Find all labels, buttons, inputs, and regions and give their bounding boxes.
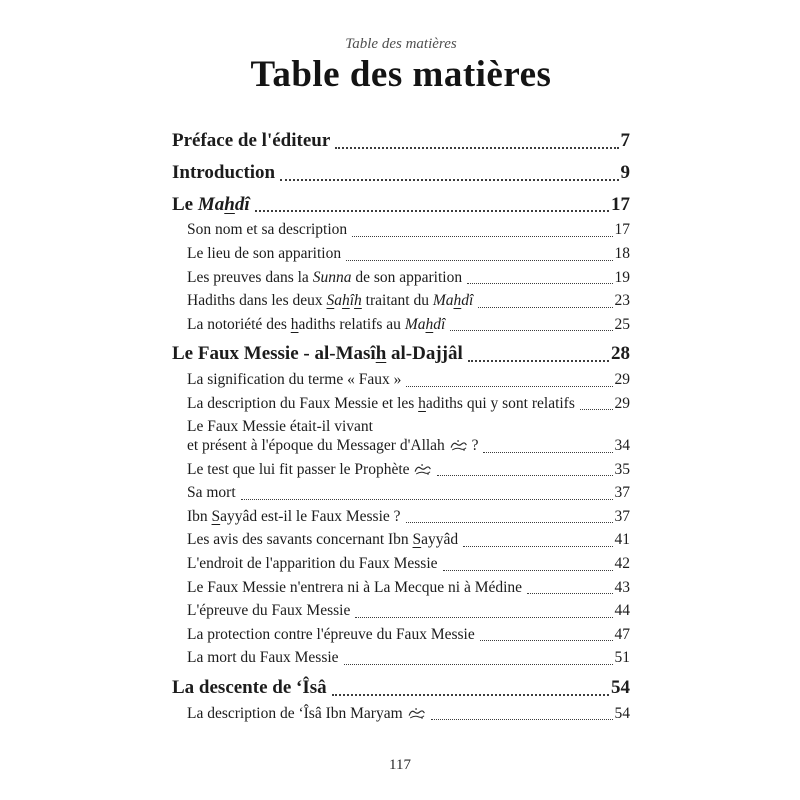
entry-text: Préface de l'éditeur	[172, 130, 331, 151]
page-ref: 23	[614, 292, 630, 310]
page-ref: 43	[614, 578, 630, 596]
dot-leader	[480, 640, 613, 641]
dot-leader	[468, 360, 609, 362]
dot-leader	[527, 593, 612, 594]
toc-entry-label	[187, 649, 339, 668]
toc-entry-label	[187, 508, 401, 527]
toc-entry	[172, 677, 630, 700]
entry-text: Hadiths dans les deux	[187, 292, 327, 310]
toc-entry-label	[187, 555, 438, 574]
entry-text: adiths relatifs au	[298, 315, 405, 333]
entry-text: S	[412, 531, 422, 549]
toc-entry	[172, 130, 630, 153]
entry-text: Le Faux Messie était-il vivant	[187, 418, 373, 436]
dot-leader	[344, 664, 613, 665]
entry-text: La protection contre l'épreuve du Faux Messie	[187, 625, 475, 643]
toc-entry	[172, 371, 630, 390]
dot-leader	[355, 617, 612, 618]
page-ref: 17	[611, 193, 630, 215]
toc-entry-label	[187, 705, 426, 724]
entry-text: ayyâd	[421, 531, 459, 549]
entry-text: Le test que lui fit passer le Prophète	[187, 460, 414, 478]
page-ref: 34	[614, 436, 630, 454]
page-ref: 18	[614, 244, 630, 262]
toc-entry	[172, 343, 630, 366]
dot-leader	[437, 475, 612, 476]
entry-text: Les preuves dans la	[187, 268, 313, 286]
entry-text: L'endroit de l'apparition du Faux Messie	[187, 554, 438, 572]
toc-entry-label	[187, 269, 462, 288]
dot-leader	[346, 260, 612, 261]
entry-text: La mort du Faux Messie	[187, 649, 339, 667]
toc-entry-label	[187, 602, 350, 621]
entry-text: La notoriété des	[187, 315, 291, 333]
toc-entry	[172, 555, 630, 574]
dot-leader	[450, 330, 612, 331]
entry-text: Le	[172, 193, 198, 215]
page-ref: 54	[614, 704, 630, 722]
dot-leader	[478, 307, 612, 308]
entry-text: de son apparition	[351, 268, 463, 286]
alayhi-salam-honorific-icon	[408, 705, 425, 724]
page-ref: 25	[614, 315, 630, 333]
toc-entry	[172, 579, 630, 598]
page-ref: 37	[614, 484, 630, 502]
dot-leader	[352, 236, 612, 237]
page-ref: 47	[614, 625, 630, 643]
dot-leader	[332, 694, 609, 696]
entry-text: î	[349, 292, 355, 310]
entry-text: La signification du terme « Faux »	[187, 371, 402, 389]
toc-entry-label	[172, 677, 327, 700]
toc-entry-label	[187, 395, 575, 414]
dot-leader	[241, 499, 613, 500]
entry-text: La descente de ‘Îsâ	[172, 676, 327, 698]
toc-entry	[172, 194, 630, 217]
toc-entry	[172, 418, 630, 455]
toc-entry	[172, 484, 630, 503]
entry-text: h	[418, 394, 426, 412]
entry-text: dî	[234, 193, 250, 215]
page-ref: 29	[614, 371, 630, 389]
entry-text: L'épreuve du Faux Messie	[187, 602, 351, 620]
dot-leader	[255, 210, 609, 212]
toc-entry	[172, 508, 630, 527]
toc-entry-label	[172, 343, 463, 366]
toc-entry	[172, 395, 630, 414]
dot-leader	[467, 283, 612, 284]
toc-entry-label	[187, 579, 522, 598]
toc-entry-label	[172, 194, 250, 217]
entry-text: ayyâd est-il le Faux Messie ?	[220, 507, 401, 525]
toc-entry-label	[187, 371, 401, 390]
toc-entry	[172, 649, 630, 668]
entry-text: S	[211, 507, 221, 525]
page-ref: 29	[614, 394, 630, 412]
page-ref: 9	[620, 161, 630, 183]
page-ref: 17	[614, 221, 630, 239]
entry-text: Sunna	[312, 268, 352, 286]
toc-entry-label	[187, 292, 473, 311]
entry-text: h	[224, 193, 235, 215]
entry-text: Introduction	[172, 161, 276, 183]
entry-text: h	[354, 292, 362, 310]
toc-entry-label	[187, 531, 458, 550]
entry-text: h	[425, 315, 434, 333]
toc-entry-label	[187, 221, 347, 240]
toc-entry-label	[187, 461, 432, 480]
toc-entry	[172, 221, 630, 240]
entry-text: Les avis des savants concernant Ibn	[187, 531, 413, 549]
entry-text: traitant du	[361, 292, 433, 310]
toc-entry-label	[187, 626, 475, 645]
footer-page-number: 117	[389, 757, 411, 773]
running-head: Table des matières	[345, 36, 457, 52]
entry-text: Ma	[432, 292, 454, 310]
dot-leader	[483, 452, 612, 453]
page-ref: 37	[614, 507, 630, 525]
toc-entry	[172, 461, 630, 480]
entry-text: Ibn	[187, 507, 212, 525]
toc-entry	[172, 531, 630, 550]
entry-text: h	[375, 343, 387, 365]
toc-entry-label	[172, 130, 330, 153]
entry-text: dî	[433, 315, 446, 333]
page-ref: 51	[614, 649, 630, 667]
toc-entry	[172, 292, 630, 311]
table-of-contents	[172, 130, 630, 723]
toc-entry	[172, 626, 630, 645]
dot-leader	[463, 546, 612, 547]
saws-honorific-icon	[450, 437, 467, 456]
entry-text: Ma	[197, 193, 225, 215]
entry-text: Ma	[404, 315, 426, 333]
entry-text: h	[453, 292, 462, 310]
page-ref: 35	[614, 460, 630, 478]
entry-text: h	[290, 315, 299, 333]
dot-leader	[580, 409, 613, 410]
page-title: Table des matières	[250, 54, 552, 95]
entry-text: al-Dajjâl	[386, 343, 463, 365]
dot-leader	[443, 570, 613, 571]
toc-entry-label	[187, 418, 478, 455]
entry-text: ?	[467, 436, 479, 454]
page-ref: 41	[614, 531, 630, 549]
entry-text: h	[341, 292, 350, 310]
entry-text: Le lieu de son apparition	[187, 244, 342, 262]
dot-leader	[406, 386, 612, 387]
toc-entry	[172, 269, 630, 288]
entry-text: S	[326, 292, 335, 310]
page-ref: 42	[614, 554, 630, 572]
entry-text: La description de ‘Îsâ Ibn Maryam	[187, 704, 407, 722]
dot-leader	[280, 179, 618, 181]
toc-entry	[172, 162, 630, 185]
toc-entry	[172, 316, 630, 335]
entry-text: Le Faux Messie n'entrera ni à La Mecque ni à Médine	[187, 578, 523, 596]
entry-text: La description du Faux Messie et les	[187, 394, 419, 412]
dot-leader	[335, 147, 618, 149]
entry-text: adiths qui y sont relatifs	[425, 394, 575, 412]
page-ref: 7	[620, 130, 630, 151]
entry-text: Le Faux Messie - al-Masî	[172, 343, 376, 365]
page-ref: 54	[611, 676, 630, 698]
entry-text: Son nom et sa description	[187, 221, 348, 239]
dot-leader	[431, 719, 613, 720]
dot-leader	[406, 522, 613, 523]
page-ref: 19	[614, 268, 630, 286]
entry-text: dî	[461, 292, 474, 310]
saws-honorific-icon	[414, 461, 431, 480]
toc-entry-label	[187, 245, 341, 264]
toc-entry-label	[187, 484, 236, 503]
toc-entry	[172, 705, 630, 724]
entry-text: a	[334, 292, 342, 310]
toc-entry-label	[187, 316, 445, 335]
toc-entry-label	[172, 162, 275, 185]
entry-text: Sa mort	[187, 484, 236, 502]
entry-text: et présent à l'époque du Messager d'Allah	[187, 436, 449, 454]
toc-entry	[172, 245, 630, 264]
page-ref: 28	[611, 343, 630, 365]
toc-entry	[172, 602, 630, 621]
page-ref: 44	[614, 602, 630, 620]
